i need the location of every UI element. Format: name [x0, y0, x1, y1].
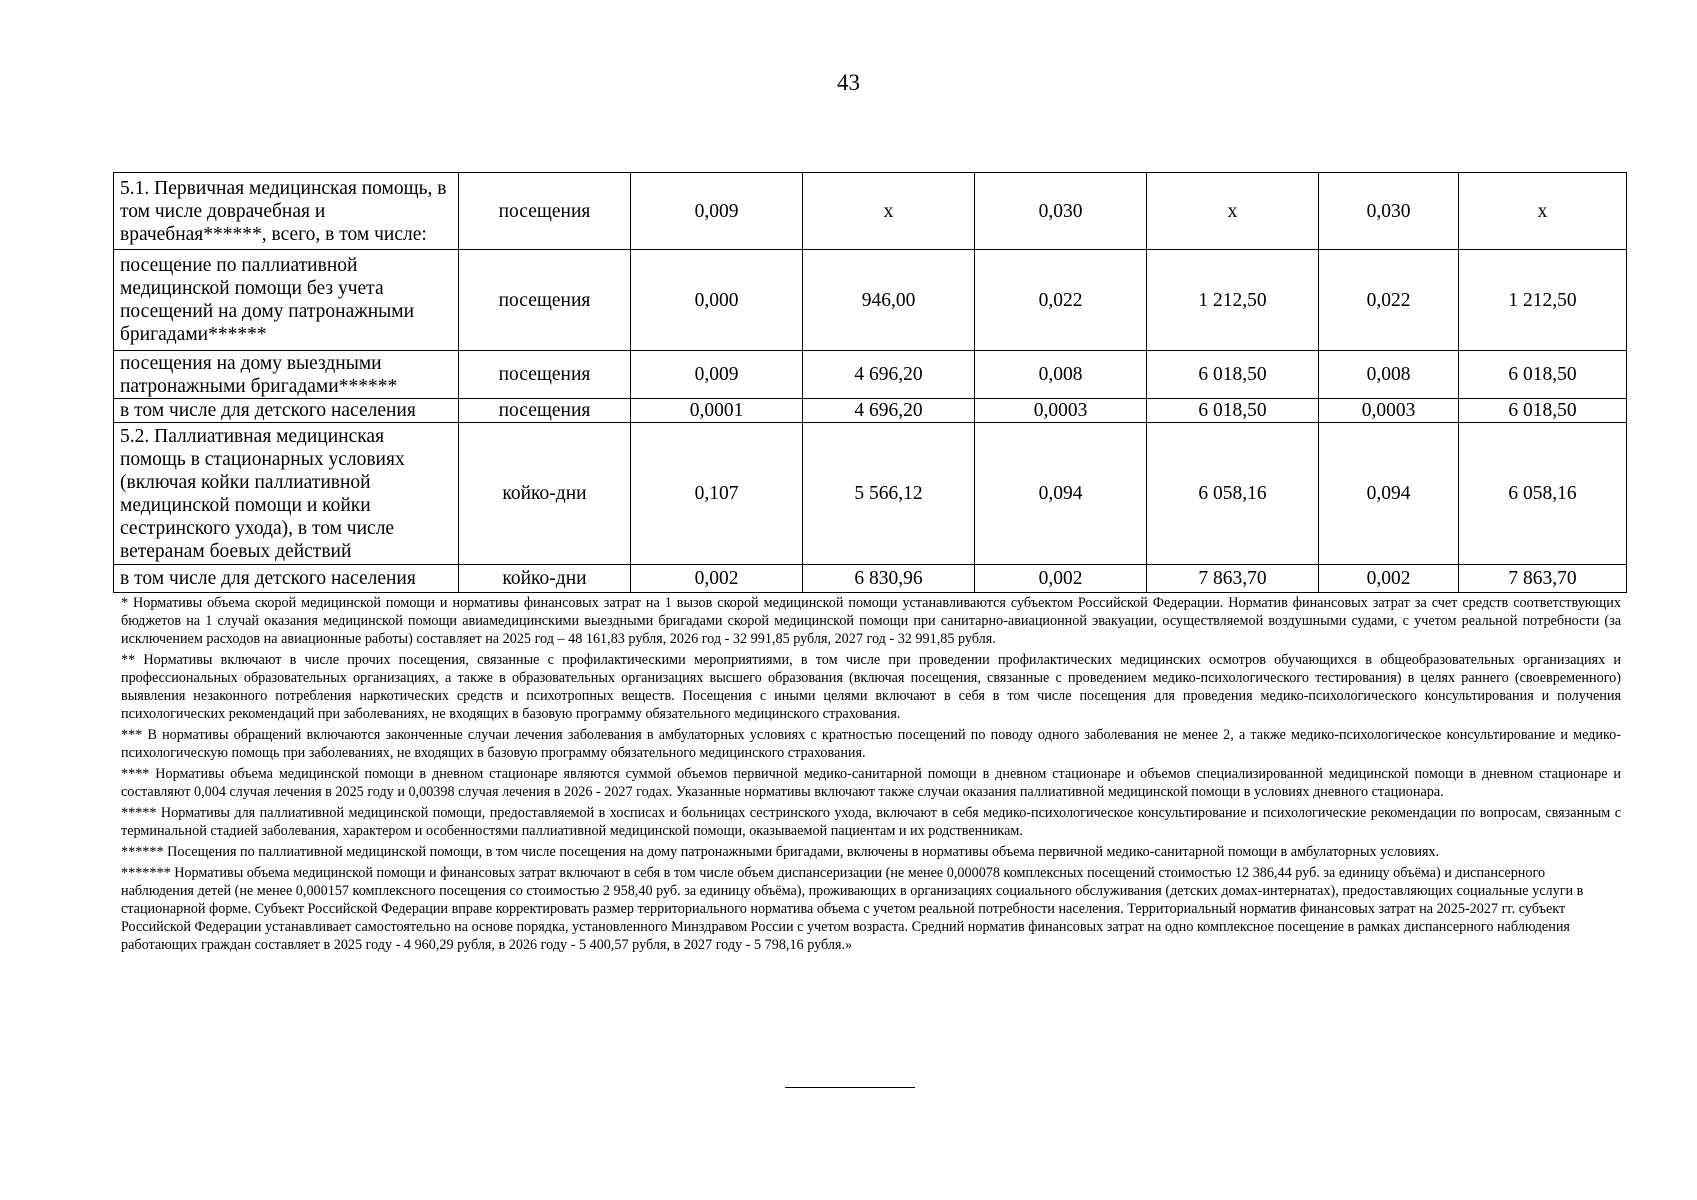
unit-cell: койко-дни [459, 423, 631, 565]
footnote: ****** Посещения по паллиативной медицинской помощи, в том числе посещения на дому патронажными бригадами, включены в нормативы объема первичной медико-санитарной помощи в амбулаторных условиях. [121, 844, 1440, 860]
footnote: **** Нормативы объема медицинской помощи в дневном стационаре являются суммой объемов первичной медико-санитарной помощи в дневном стационаре и объемов специализированной медицинской помощи в дневном стационаре и составляют 0,004 случая лечения в 2025 году и 0,00398 случая лечения в 2026 - 2027 годах. Указанные нормативы включают также случаи оказания паллиативной медицинской помощи в условиях дневного стационара. [121, 766, 1621, 800]
cost-norm-cell: 6 058,16 [1147, 423, 1319, 565]
volume-norm-cell: 0,008 [975, 351, 1147, 399]
unit-cell: посещения [459, 399, 631, 423]
table-row [114, 399, 1627, 423]
indicator-name-cell: в том числе для детского населения [114, 565, 459, 593]
table-row [114, 173, 1627, 250]
norms-table-body [114, 173, 1627, 593]
cost-norm-cell: 5 566,12 [803, 423, 975, 565]
page-number: 43 [837, 70, 860, 95]
table-row [114, 250, 1627, 351]
table-row [114, 351, 1627, 399]
cost-norm-cell: 6 018,50 [1459, 399, 1627, 423]
cost-norm-cell: 946,00 [803, 250, 975, 351]
norms-table [113, 172, 1627, 593]
unit-cell: посещения [459, 351, 631, 399]
volume-norm-cell: 0,022 [975, 250, 1147, 351]
cost-norm-cell: 1 212,50 [1459, 250, 1627, 351]
cost-norm-cell: 6 018,50 [1147, 399, 1319, 423]
end-of-document-rule [785, 1087, 915, 1088]
cost-norm-cell: 6 058,16 [1459, 423, 1627, 565]
table-row [114, 423, 1627, 565]
volume-norm-cell: 0,094 [975, 423, 1147, 565]
volume-norm-cell: 0,002 [975, 565, 1147, 593]
cost-norm-cell: х [803, 173, 975, 250]
volume-norm-cell: 0,0003 [1319, 399, 1459, 423]
volume-norm-cell: 0,002 [1319, 565, 1459, 593]
cost-norm-cell: 7 863,70 [1147, 565, 1319, 593]
volume-norm-cell: 0,030 [1319, 173, 1459, 250]
unit-cell: посещения [459, 173, 631, 250]
cost-norm-cell: 6 018,50 [1459, 351, 1627, 399]
volume-norm-cell: 0,002 [631, 565, 803, 593]
cost-norm-cell: 4 696,20 [803, 351, 975, 399]
footnote: ** Нормативы включают в числе прочих посещения, связанные с профилактическими мероприятиями, в том числе при проведении профилактических медицинских осмотров обучающихся в общеобразовательных организациях и профессиональных образовательных организациях, а также в образовательных организациях высшего образования (включая посещения, связанные с проведением медико-психологического тестирования) в целях раннего (своевременного) выявления незаконного потребления наркотических средств и психотропных веществ. Посещения с иными целями включают в себя в том числе посещения для проведения медико-психологического консультирования и получения психологических рекомендаций при заболеваниях, не входящих в базовую программу обязательного медицинского страхования. [121, 652, 1621, 722]
cost-norm-cell: х [1459, 173, 1627, 250]
volume-norm-cell: 0,0001 [631, 399, 803, 423]
table-row [114, 565, 1627, 593]
footnote: * Нормативы объема скорой медицинской помощи и нормативы финансовых затрат на 1 вызов скорой медицинской помощи устанавливаются субъектом Российской Федерации. Норматив финансовых затрат за счет средств соответствующих бюджетов на 1 случай оказания медицинской помощи авиамедицинскими выездными бригадами скорой медицинской помощи при санитарно-авиационной эвакуации, осуществляемой воздушными судами, с учетом реальной потребности (за исключением расходов на авиационные работы) составляет на 2025 год – 48 161,83 рубля, 2026 год - 32 991,85 рубля, 2027 год - 32 991,85 рубля. [121, 595, 1621, 647]
footnote: *** В нормативы обращений включаются законченные случаи лечения заболевания в амбулаторных условиях с кратностью посещений по поводу одного заболевания не менее 2, а также медико-психологическое консультирование и медико-психологическую помощь при заболеваниях, не входящих в базовую программу обязательного медицинского страхования. [121, 727, 1621, 761]
volume-norm-cell: 0,009 [631, 351, 803, 399]
indicator-name-cell: 5.1. Первичная медицинская помощь, в том числе доврачебная и врачебная******, всего, в том числе: [114, 173, 459, 250]
volume-norm-cell: 0,008 [1319, 351, 1459, 399]
cost-norm-cell: х [1147, 173, 1319, 250]
cost-norm-cell: 6 018,50 [1147, 351, 1319, 399]
cost-norm-cell: 7 863,70 [1459, 565, 1627, 593]
indicator-name-cell: в том числе для детского населения [114, 399, 459, 423]
volume-norm-cell: 0,107 [631, 423, 803, 565]
indicator-name-cell: 5.2. Паллиативная медицинская помощь в стационарных условиях (включая койки паллиативной медицинской помощи и койки сестринского ухода), в том числе ветеранам боевых действий [114, 423, 459, 565]
footnotes [121, 594, 1621, 957]
unit-cell: посещения [459, 250, 631, 351]
indicator-name-cell: посещения на дому выездными патронажными бригадами****** [114, 351, 459, 399]
volume-norm-cell: 0,094 [1319, 423, 1459, 565]
cost-norm-cell: 1 212,50 [1147, 250, 1319, 351]
volume-norm-cell: 0,0003 [975, 399, 1147, 423]
footnote: ******* Нормативы объема медицинской помощи и финансовых затрат включают в себя в том числе объем диспансеризации (не менее 0,000078 комплексных посещений стоимостью 12 386,44 руб. за единицу объёма) и диспансерного наблюдения детей (не менее 0,000157 комплексного посещения со стоимостью 2 958,40 руб. за единицу объёма), проживающих в организациях социального обслуживания (детских домах-интернатах), предоставляющих социальные услуги в стационарной форме. Субъект Российской Федерации вправе корректировать размер территориального норматива объема с учетом реальной потребности населения. Территориальный норматив финансовых затрат на 2025-2027 гг. субъект Российской Федерации устанавливает самостоятельно на основе порядка, установленного Минздравом России с учетом возраста. Средний норматив финансовых затрат на одно комплексное посещение в рамках диспансерного наблюдения работающих граждан составляет в 2025 году - 4 960,29 рубля, в 2026 году - 5 400,57 рубля, в 2027 году - 5 798,16 рубля.» [121, 865, 1584, 953]
cost-norm-cell: 6 830,96 [803, 565, 975, 593]
volume-norm-cell: 0,009 [631, 173, 803, 250]
volume-norm-cell: 0,022 [1319, 250, 1459, 351]
indicator-name-cell: посещение по паллиативной медицинской помощи без учета посещений на дому патронажными бригадами****** [114, 250, 459, 351]
cost-norm-cell: 4 696,20 [803, 399, 975, 423]
volume-norm-cell: 0,000 [631, 250, 803, 351]
unit-cell: койко-дни [459, 565, 631, 593]
volume-norm-cell: 0,030 [975, 173, 1147, 250]
footnote: ***** Нормативы для паллиативной медицинской помощи, предоставляемой в хосписах и больницах сестринского ухода, включают в себя медико-психологическое консультирование и психологические рекомендации по вопросам, связанным с терминальной стадией заболевания, характером и особенностями паллиативной медицинской помощи, оказываемой пациентам и их родственникам. [121, 805, 1621, 839]
